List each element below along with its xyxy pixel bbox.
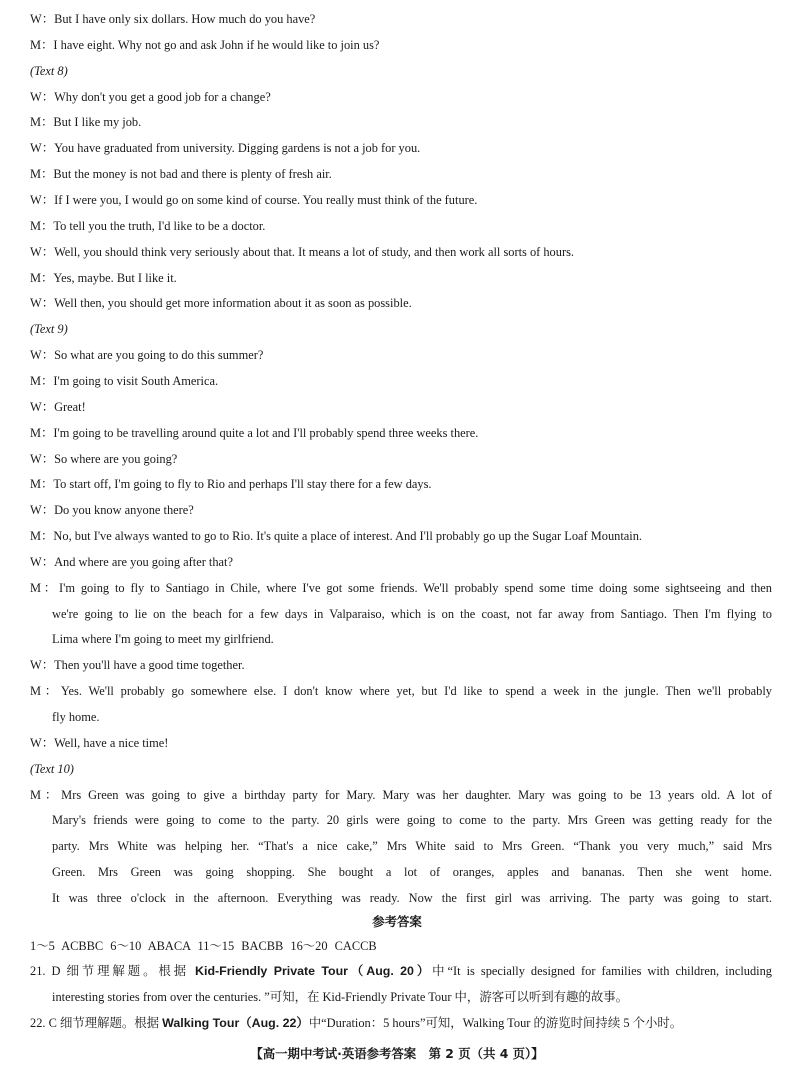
dialogue-text: Do you know anyone there? bbox=[54, 503, 194, 518]
dialogue-text: Then you'll have a good time together. bbox=[54, 658, 245, 673]
dialogue-line bbox=[30, 166, 772, 182]
dialogue-line bbox=[30, 295, 772, 311]
dialogue-text: So where are you going? bbox=[54, 451, 178, 466]
dialogue-line bbox=[30, 657, 772, 673]
dialogue-text: To start off, I'm going to fly to Rio and perhaps I'll stay there for a few days. bbox=[53, 477, 432, 492]
dialogue-text: Well, you should think very seriously about that. It means a lot of study, and then work all sorts of hours. bbox=[54, 244, 574, 259]
explanation-21-suffix: 中“It is specially designed for families with children, including bbox=[432, 964, 772, 978]
dialogue-text: Well, have a nice time! bbox=[54, 735, 169, 750]
dialogue-line bbox=[30, 528, 772, 544]
dialogue-line bbox=[30, 399, 772, 415]
dialogue-line bbox=[30, 502, 772, 518]
speaker-label: M： bbox=[30, 580, 59, 595]
dialogue-line bbox=[30, 683, 772, 699]
dialogue-line bbox=[30, 425, 772, 441]
text-marker-label: (Text 10) bbox=[30, 761, 74, 776]
dialogue-line bbox=[30, 451, 772, 467]
explanation-22-tour-name: Walking Tour（Aug. 22） bbox=[162, 1016, 309, 1030]
dialogue-continuation-line: fly home. bbox=[52, 710, 100, 724]
text-section-marker bbox=[30, 63, 772, 79]
dialogue-text: I'm going to be travelling around quite a lot and I'll probably spend three weeks there. bbox=[53, 425, 479, 440]
dialogue-continuation-line: Mary's friends were going to come to the party. 20 girls were going to come to the party. Mrs Green was getting ready for the bbox=[52, 813, 772, 828]
dialogue-text: Great! bbox=[54, 399, 86, 414]
dialogue-line bbox=[30, 140, 772, 156]
dialogue-line bbox=[30, 218, 772, 234]
speaker-label: W： bbox=[30, 244, 55, 259]
dialogue-text: You have graduated from university. Digging gardens is not a job for you. bbox=[54, 141, 421, 156]
text-marker-label: (Text 8) bbox=[30, 63, 68, 78]
dialogue-line bbox=[30, 373, 772, 389]
explanation-21-prefix: 21. D 细节理解题。根据 bbox=[30, 964, 196, 978]
dialogue-text: To tell you the truth, I'd like to be a doctor. bbox=[53, 218, 266, 233]
speaker-label: W： bbox=[30, 658, 55, 673]
dialogue-line bbox=[30, 476, 772, 492]
speaker-label: W： bbox=[30, 554, 55, 569]
dialogue-continuation-line: party. Mrs White was helping her. “That's a nice cake,” Mrs White said to Mrs Green. “Thank you very much,” said Mrs bbox=[52, 839, 772, 854]
dialogue-continuation-line: It was three o'clock in the afternoon. Everything was ready. Now the first girl was arriving. The party was going to start. bbox=[52, 890, 772, 905]
speaker-label: M： bbox=[30, 270, 54, 285]
explanation-21-line-1 bbox=[30, 963, 772, 979]
dialogue-continuation-line: Lima where I'm going to meet my girlfriend. bbox=[52, 632, 274, 647]
dialogue-continuation-line: we're going to lie on the beach for a few days in Valparaiso, which is on the coast, not far away from Santiago. Then I'm flying to bbox=[52, 606, 772, 621]
explanation-21-line-2: interesting stories from over the centuries. ”可知，在 Kid-Friendly Private Tour 中，游客可以听到有趣的故事。 bbox=[52, 990, 629, 1004]
dialogue-text: If I were you, I would go on some kind of course. You really must think of the future. bbox=[54, 193, 478, 207]
dialogue-text: But the money is not bad and there is plenty of fresh air. bbox=[53, 167, 332, 182]
speaker-label: M： bbox=[30, 787, 62, 802]
dialogue-text: Yes, maybe. But I like it. bbox=[53, 270, 177, 285]
dialogue-text: Yes. We'll probably go somewhere else. I don't know where yet, but I'd like to spend a week in the jungle. Then we'll probably bbox=[60, 684, 772, 699]
dialogue-text: And where are you going after that? bbox=[54, 554, 233, 569]
speaker-label: W： bbox=[30, 451, 55, 466]
explanation-21-tour-name: Kid-Friendly Private Tour（Aug. 20） bbox=[195, 964, 433, 978]
dialogue-text: Mrs Green was going to give a birthday party for Mary. Mary was her daughter. Mary was going to be 13 years old. A lot of bbox=[61, 787, 772, 802]
dialogue-text: No, but I've always wanted to go to Rio. It's quite a place of interest. And I'll probably go up the Sugar Loaf Mountain. bbox=[53, 529, 643, 543]
explanation-22-suffix: 中“Duration：5 hours”可知，Walking Tour 的游览时间持续 5 个小时。 bbox=[308, 1016, 683, 1030]
answer-key-line: 1～5 ACBBC 6～10 ABACA 11～15 BACBB 16～20 CACCB bbox=[30, 939, 377, 953]
dialogue-text: But I have only six dollars. How much do you have? bbox=[54, 12, 316, 26]
text-section-marker bbox=[30, 321, 772, 337]
speaker-label: W： bbox=[30, 399, 55, 414]
explanation-22-prefix: 22. C 细节理解题。根据 bbox=[30, 1016, 163, 1030]
speaker-label: W： bbox=[30, 348, 55, 363]
dialogue-text: Why don't you get a good job for a change? bbox=[54, 89, 271, 104]
speaker-label: M： bbox=[30, 115, 54, 130]
dialogue-line bbox=[30, 37, 772, 53]
dialogue-line bbox=[30, 244, 772, 260]
dialogue-text: I have eight. Why not go and ask John if he would like to join us? bbox=[53, 37, 380, 52]
dialogue-text: So what are you going to do this summer? bbox=[54, 348, 264, 363]
speaker-label: M： bbox=[30, 373, 54, 388]
dialogue-line bbox=[30, 347, 772, 363]
dialogue-text: Well then, you should get more information about it as soon as possible. bbox=[54, 296, 412, 311]
explanation-22-line-1 bbox=[30, 1015, 772, 1031]
speaker-label: M： bbox=[30, 218, 54, 233]
dialogue-line bbox=[30, 787, 772, 803]
text-section-marker bbox=[30, 761, 772, 777]
speaker-label: M： bbox=[30, 477, 54, 492]
speaker-label: M： bbox=[30, 529, 54, 543]
speaker-label: W： bbox=[30, 503, 55, 518]
dialogue-continuation-line: Green. Mrs Green was going shopping. She bought a lot of oranges, apples and bananas. Then she went home. bbox=[52, 865, 772, 880]
dialogue-line bbox=[30, 270, 772, 286]
dialogue-line bbox=[30, 580, 772, 596]
text-marker-label: (Text 9) bbox=[30, 322, 68, 337]
speaker-label: W： bbox=[30, 735, 55, 750]
dialogue-line bbox=[30, 114, 772, 130]
dialogue-text: I'm going to visit South America. bbox=[53, 373, 219, 388]
dialogue-text: I'm going to fly to Santiago in Chile, where I've got some friends. We'll probably spend some time doing some sightseeing and then bbox=[58, 580, 772, 595]
speaker-label: M： bbox=[30, 425, 54, 440]
dialogue-line bbox=[30, 89, 772, 105]
speaker-label: W： bbox=[30, 296, 55, 311]
speaker-label: W： bbox=[30, 141, 55, 156]
dialogue-text: But I like my job. bbox=[53, 115, 142, 130]
answers-heading: 参考答案 bbox=[372, 914, 422, 929]
dialogue-line bbox=[30, 192, 772, 208]
dialogue-line bbox=[30, 735, 772, 751]
page-footer: 【高一期中考试·英语参考答案 第 2 页（共 4 页）】 bbox=[250, 1046, 544, 1061]
speaker-label: W： bbox=[30, 193, 55, 207]
speaker-label: M： bbox=[30, 37, 54, 52]
speaker-label: M： bbox=[30, 167, 54, 182]
dialogue-line bbox=[30, 554, 772, 570]
dialogue-line bbox=[30, 11, 772, 27]
speaker-label: W： bbox=[30, 89, 55, 104]
speaker-label: M： bbox=[30, 684, 61, 699]
speaker-label: W： bbox=[30, 12, 55, 26]
